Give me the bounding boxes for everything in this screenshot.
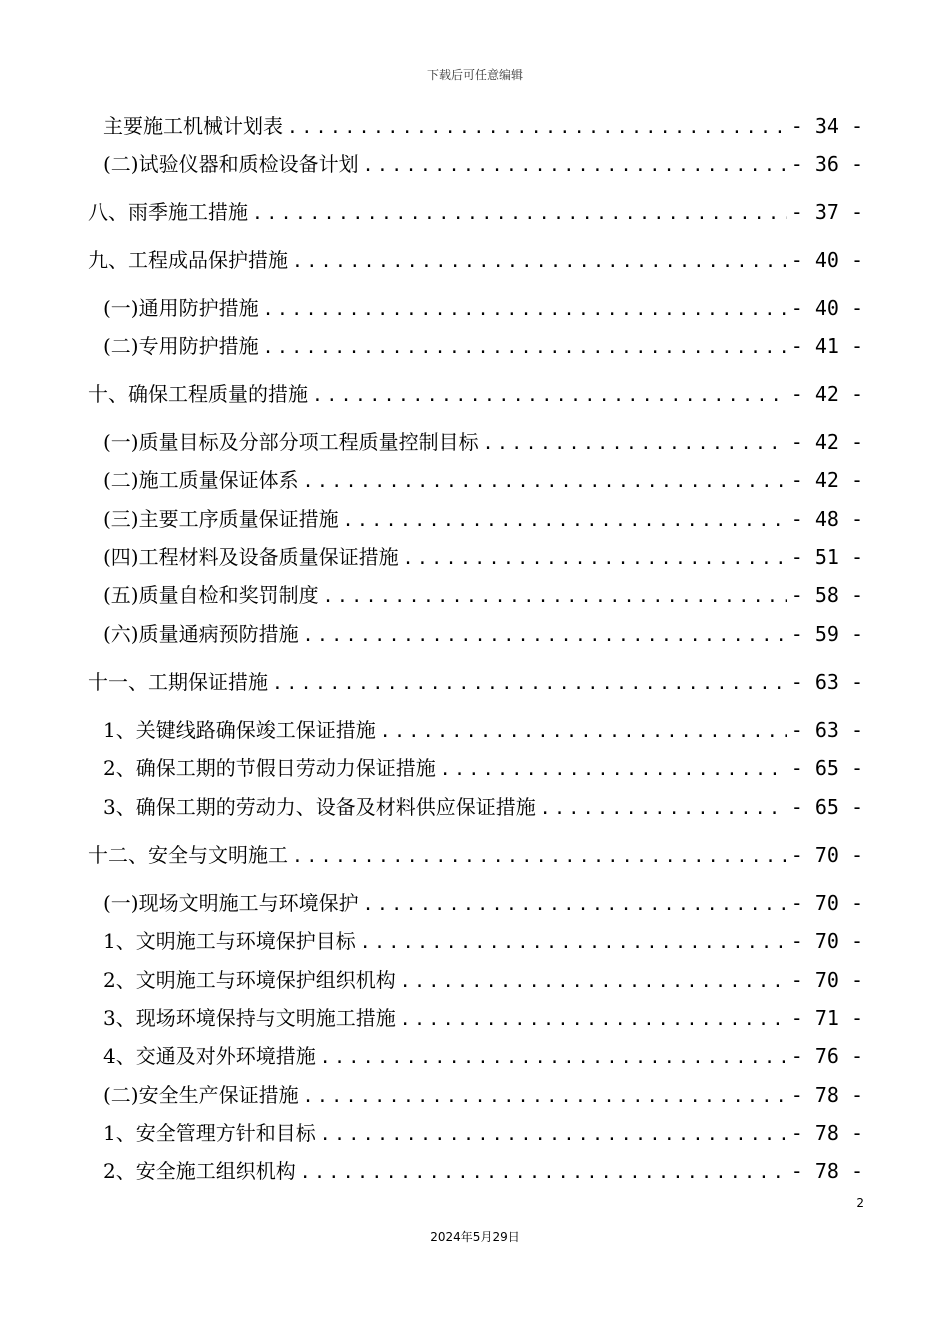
toc-entry[interactable] <box>88 194 863 230</box>
toc-dot-leader <box>263 292 787 328</box>
toc-dot-leader <box>292 244 787 280</box>
toc-dot-leader <box>320 1040 787 1076</box>
toc-entry[interactable] <box>103 328 863 364</box>
toc-entry[interactable] <box>88 664 863 700</box>
toc-entry-page: - 70 - <box>790 929 863 953</box>
toc-entry-page: - 65 - <box>790 795 863 819</box>
toc-dot-leader <box>312 378 787 414</box>
toc-entry-page: - 37 - <box>790 200 863 224</box>
toc-dot-leader <box>540 791 787 827</box>
toc-entry-title: (一)质量目标及分部分项工程质量控制目标 <box>103 430 479 454</box>
toc-entry[interactable] <box>103 539 863 575</box>
toc-entry-page: - 40 - <box>790 296 863 320</box>
toc-entry[interactable] <box>103 1153 863 1189</box>
toc-entry-page: - 76 - <box>790 1044 863 1068</box>
toc-dot-leader <box>252 196 787 232</box>
toc-dot-leader <box>363 148 787 184</box>
toc-entry[interactable] <box>88 837 863 873</box>
toc-entry[interactable] <box>103 962 863 998</box>
toc-dot-leader <box>303 1079 787 1115</box>
toc-entry-title: (六)质量通病预防措施 <box>103 622 299 646</box>
toc-entry[interactable] <box>103 712 863 748</box>
toc-entry-page: - 78 - <box>790 1083 863 1107</box>
toc-entry-page: - 70 - <box>790 891 863 915</box>
toc-entry[interactable] <box>103 616 863 652</box>
toc-entry[interactable] <box>88 376 863 412</box>
toc-entry-title: 九、工程成品保护措施 <box>88 248 288 272</box>
toc-entry-title: 4、交通及对外环境措施 <box>103 1044 316 1068</box>
toc-entry-page: - 41 - <box>790 334 863 358</box>
toc-entry[interactable] <box>103 462 863 498</box>
toc-entry-page: - 40 - <box>790 248 863 272</box>
toc-entry-page: - 70 - <box>790 843 863 867</box>
toc-dot-leader <box>363 887 787 923</box>
toc-entry[interactable] <box>103 424 863 460</box>
toc-entry-title: (五)质量自检和奖罚制度 <box>103 583 319 607</box>
toc-entry-page: - 63 - <box>790 670 863 694</box>
toc-entry[interactable] <box>103 1115 863 1151</box>
toc-entry[interactable] <box>103 290 863 326</box>
page-header: 下载后可任意编辑 <box>426 68 523 82</box>
toc-entry-page: - 51 - <box>790 545 863 569</box>
toc-entry-title: (二)试验仪器和质检设备计划 <box>103 152 359 176</box>
toc-entry-title: (一)通用防护措施 <box>103 296 259 320</box>
toc-entry[interactable] <box>103 789 863 825</box>
toc-entry-title: 1、关键线路确保竣工保证措施 <box>103 718 376 742</box>
toc-entry-page: - 42 - <box>790 382 863 406</box>
toc-entry-page: - 58 - <box>790 583 863 607</box>
toc-dot-leader <box>287 110 787 146</box>
toc-entry-page: - 34 - <box>790 114 863 138</box>
toc-entry-page: - 42 - <box>790 430 863 454</box>
toc-entry-page: - 48 - <box>790 507 863 531</box>
toc-entry-title: 十二、安全与文明施工 <box>88 843 288 867</box>
toc-entry-title: 2、文明施工与环境保护组织机构 <box>103 968 396 992</box>
toc-entry-title: 十一、工期保证措施 <box>88 670 268 694</box>
toc-entry-title: 1、安全管理方针和目标 <box>103 1121 316 1145</box>
toc-dot-leader <box>263 330 787 366</box>
toc-entry-title: 十、确保工程质量的措施 <box>88 382 308 406</box>
toc-entry-page: - 42 - <box>790 468 863 492</box>
toc-entry[interactable] <box>103 1000 863 1036</box>
toc-entry-page: - 71 - <box>790 1006 863 1030</box>
toc-entry[interactable] <box>103 923 863 959</box>
toc-dot-leader <box>400 964 787 1000</box>
toc-dot-leader <box>303 464 787 500</box>
toc-entry[interactable] <box>103 885 863 921</box>
toc-entry-page: - 70 - <box>790 968 863 992</box>
toc-dot-leader <box>320 1117 787 1153</box>
toc-entry[interactable] <box>103 146 863 182</box>
toc-dot-leader <box>483 426 787 462</box>
toc-entry-title: 八、雨季施工措施 <box>88 200 248 224</box>
toc-entry-title: (四)工程材料及设备质量保证措施 <box>103 545 399 569</box>
toc-entry-page: - 65 - <box>790 756 863 780</box>
toc-entry-title: 3、现场环境保持与文明施工措施 <box>103 1006 396 1030</box>
toc-entry-page: - 59 - <box>790 622 863 646</box>
toc-dot-leader <box>440 752 787 788</box>
toc-entry[interactable] <box>103 1077 863 1113</box>
toc-entry[interactable] <box>103 750 863 786</box>
toc-dot-leader <box>400 1002 787 1038</box>
toc-dot-leader <box>292 839 787 875</box>
toc-entry-title: 2、确保工期的节假日劳动力保证措施 <box>103 756 436 780</box>
toc-entry-title: 3、确保工期的劳动力、设备及材料供应保证措施 <box>103 795 536 819</box>
toc-dot-leader <box>380 714 787 750</box>
toc-entry-page: - 78 - <box>790 1159 863 1183</box>
toc-entry-title: (二)施工质量保证体系 <box>103 468 299 492</box>
toc-entry[interactable] <box>88 242 863 278</box>
toc-entry[interactable] <box>103 1038 863 1074</box>
toc-dot-leader <box>272 666 787 702</box>
toc-dot-leader <box>323 579 787 615</box>
toc-dot-leader <box>360 925 787 961</box>
toc-dot-leader <box>303 618 787 654</box>
toc-entry-title: (二)安全生产保证措施 <box>103 1083 299 1107</box>
toc-entry-title: 2、安全施工组织机构 <box>103 1159 296 1183</box>
page-footer-date: 2024年5月29日 <box>430 1230 520 1244</box>
toc-dot-leader <box>343 503 787 539</box>
toc-entry[interactable] <box>103 577 863 613</box>
toc-entry-page: - 78 - <box>790 1121 863 1145</box>
toc-entry[interactable] <box>103 108 863 144</box>
toc-entry-page: - 63 - <box>790 718 863 742</box>
toc-entry[interactable] <box>103 501 863 537</box>
toc-dot-leader <box>300 1155 787 1191</box>
toc-dot-leader <box>403 541 787 577</box>
toc-entry-page: - 36 - <box>790 152 863 176</box>
toc-entry-title: (二)专用防护措施 <box>103 334 259 358</box>
page-number: 2 <box>856 1196 864 1210</box>
toc-entry-title: 主要施工机械计划表 <box>103 114 283 138</box>
toc-entry-title: 1、文明施工与环境保护目标 <box>103 929 356 953</box>
toc-entry-title: (三)主要工序质量保证措施 <box>103 507 339 531</box>
toc-entry-title: (一)现场文明施工与环境保护 <box>103 891 359 915</box>
